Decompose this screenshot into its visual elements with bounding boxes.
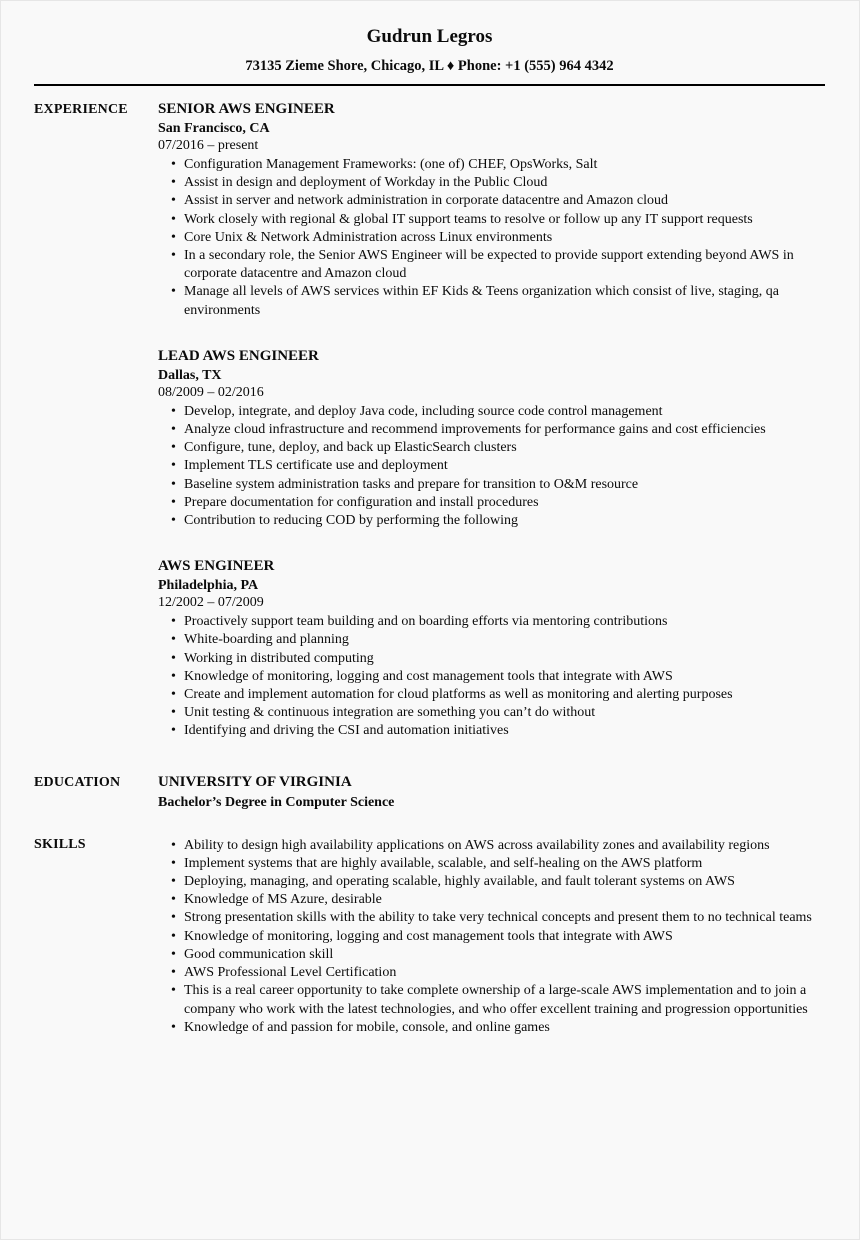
bullet-item: • White-boarding and planning bbox=[184, 631, 825, 649]
job-dates: 08/2009 – 02/2016 bbox=[158, 384, 264, 400]
skill-item: • Deploying, managing, and operating scalable, highly available, and fault tolerant systems on AWS bbox=[184, 873, 825, 891]
skill-item: • Knowledge of and passion for mobile, console, and online games bbox=[184, 1019, 825, 1037]
section-education bbox=[34, 773, 825, 812]
degree: Bachelor’s Degree in Computer Science bbox=[158, 794, 395, 810]
bullet-item: • Proactively support team building and on boarding efforts via mentoring contributions bbox=[184, 613, 825, 631]
contact-line: 73135 Zieme Shore, Chicago, IL ♦ Phone: +1 (555) 964 4342 bbox=[245, 58, 614, 74]
job-entry-aws-engineer bbox=[158, 557, 825, 740]
bullet-item: • Configuration Management Frameworks: (one of) CHEF, OpsWorks, Salt bbox=[184, 156, 825, 174]
job-title: SENIOR AWS ENGINEER bbox=[158, 101, 335, 117]
bullet-item: • In a secondary role, the Senior AWS Engineer will be expected to provide support extending beyond AWS in corporate datacentre and Amazon cloud bbox=[184, 247, 825, 283]
job-title: AWS ENGINEER bbox=[158, 558, 275, 575]
bullet-item: • Analyze cloud infrastructure and recommend improvements for performance gains and cost efficiencies bbox=[184, 421, 825, 439]
skill-item: • This is a real career opportunity to take complete ownership of a large-scale AWS implementation and to join a company who work with the latest technologies, and who offer excellent training and progression opportunities bbox=[184, 982, 825, 1018]
job-bullet-list bbox=[158, 156, 825, 320]
bullet-item: • Working in distributed computing bbox=[184, 650, 825, 668]
skill-item: • Knowledge of monitoring, logging and cost management tools that integrate with AWS bbox=[184, 928, 825, 946]
experience-section-label: EXPERIENCE bbox=[34, 102, 128, 117]
school-name: UNIVERSITY OF VIRGINIA bbox=[158, 773, 352, 790]
bullet-item: • Core Unix & Network Administration across Linux environments bbox=[184, 229, 825, 247]
education-content bbox=[158, 773, 825, 812]
skill-item: • Good communication skill bbox=[184, 946, 825, 964]
bullet-item: • Configure, tune, deploy, and back up ElasticSearch clusters bbox=[184, 439, 825, 457]
candidate-name: Gudrun Legros bbox=[366, 26, 493, 47]
job-dates: 12/2002 – 07/2009 bbox=[158, 595, 264, 611]
skill-item: • Ability to design high availability applications on AWS across availability zones and availability regions bbox=[184, 837, 825, 855]
job-entry-lead-aws-engineer bbox=[158, 347, 825, 530]
job-dates: 07/2016 – present bbox=[158, 138, 259, 153]
skill-item: • Implement systems that are highly available, scalable, and self-healing on the AWS platform bbox=[184, 855, 825, 873]
job-location: Dallas, TX bbox=[158, 367, 222, 383]
bullet-item: • Work closely with regional & global IT support teams to resolve or follow up any IT support requests bbox=[184, 211, 825, 229]
bullet-item: • Create and implement automation for cloud platforms as well as monitoring and alerting purposes bbox=[184, 686, 825, 704]
bullet-item: • Contribution to reducing COD by performing the following bbox=[184, 512, 825, 530]
bullet-item: • Assist in server and network administration in corporate datacentre and Amazon cloud bbox=[184, 192, 825, 210]
experience-content bbox=[158, 100, 825, 741]
skills-section-label: SKILLS bbox=[34, 836, 86, 852]
job-title: LEAD AWS ENGINEER bbox=[158, 347, 319, 364]
header-divider bbox=[34, 84, 825, 86]
section-skills bbox=[34, 835, 825, 1037]
resume-header bbox=[34, 27, 825, 86]
bullet-item: • Unit testing & continuous integration are something you can’t do without bbox=[184, 704, 825, 722]
skills-list bbox=[158, 837, 825, 1037]
bullet-item: • Manage all levels of AWS services within EF Kids & Teens organization which consist of live, staging, qa environments bbox=[184, 283, 825, 319]
education-section-label: EDUCATION bbox=[34, 774, 121, 790]
skills-content bbox=[158, 835, 825, 1037]
section-experience bbox=[34, 100, 825, 741]
job-location: Philadelphia, PA bbox=[158, 578, 259, 594]
skill-item: • Strong presentation skills with the ability to take very technical concepts and present them to no technical teams bbox=[184, 909, 825, 927]
resume-body bbox=[34, 100, 825, 1037]
bullet-item: • Implement TLS certificate use and deployment bbox=[184, 457, 825, 475]
job-entry-senior-aws-engineer bbox=[158, 100, 825, 320]
skill-item: • AWS Professional Level Certification bbox=[184, 964, 825, 982]
bullet-item: • Develop, integrate, and deploy Java code, including source code control management bbox=[184, 403, 825, 421]
bullet-item: • Baseline system administration tasks and prepare for transition to O&M resource bbox=[184, 476, 825, 494]
bullet-item: • Identifying and driving the CSI and automation initiatives bbox=[184, 722, 825, 740]
job-bullet-list bbox=[158, 403, 825, 530]
job-bullet-list bbox=[158, 613, 825, 740]
skill-item: • Knowledge of MS Azure, desirable bbox=[184, 891, 825, 909]
bullet-item: • Prepare documentation for configuration and install procedures bbox=[184, 494, 825, 512]
job-location: San Francisco, CA bbox=[158, 121, 270, 136]
bullet-item: • Assist in design and deployment of Workday in the Public Cloud bbox=[184, 174, 825, 192]
bullet-item: • Knowledge of monitoring, logging and cost management tools that integrate with AWS bbox=[184, 668, 825, 686]
